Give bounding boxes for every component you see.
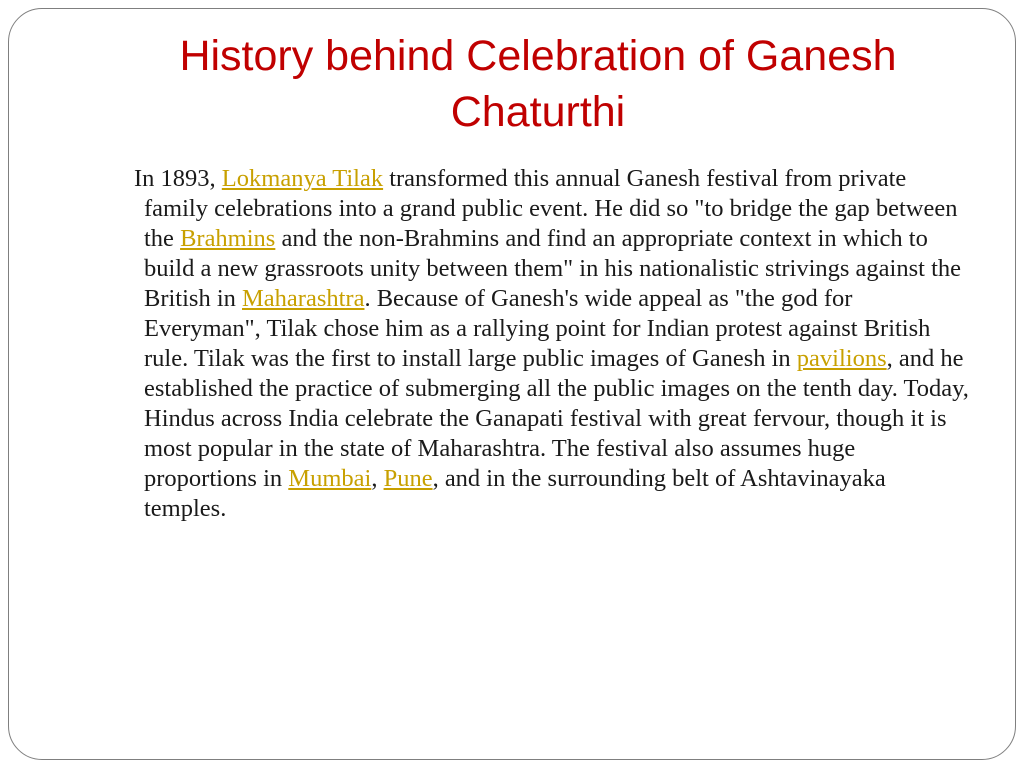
- body-text-2: transformed this annual Ganesh festival from private family celebrations into a grand public event. He did so "to bridge the gap between the: [144, 165, 958, 252]
- link-maharashtra[interactable]: Maharashtra: [242, 285, 365, 312]
- body-text-5: , and he established the practice of submerging all the public images on the tenth day. Today, Hindus across India celebrate the Ganapati festival with great fervour, though it is most popular in the state of Maharashtra. The festival also assumes huge proportions in: [144, 345, 969, 492]
- body-text-1: In 1893,: [134, 165, 222, 192]
- body-text-7: , and in the surrounding belt of Ashtavinayaka temples.: [144, 465, 886, 522]
- slide-title: History behind Celebration of Ganesh Chaturthi: [179, 32, 897, 136]
- body-text-3: and the non-Brahmins and find an appropriate context in which to build a new grassroots unity between them" in his nationalistic strivings against the British in: [144, 225, 962, 312]
- link-mumbai[interactable]: Mumbai: [288, 465, 372, 492]
- link-pune[interactable]: Pune: [383, 465, 433, 492]
- body-text-6: ,: [371, 465, 384, 492]
- link-brahmins[interactable]: Brahmins: [180, 225, 276, 252]
- link-pavilions[interactable]: pavilions: [796, 345, 887, 372]
- link-lokmanya-tilak[interactable]: Lokmanya Tilak: [221, 165, 384, 192]
- body-paragraph: [134, 164, 974, 524]
- body-text-4: . Because of Ganesh's wide appeal as "the god for Everyman", Tilak chose him as a rallying point for Indian protest against British rule. Tilak was the first to install large public images of Ganesh in: [144, 285, 931, 372]
